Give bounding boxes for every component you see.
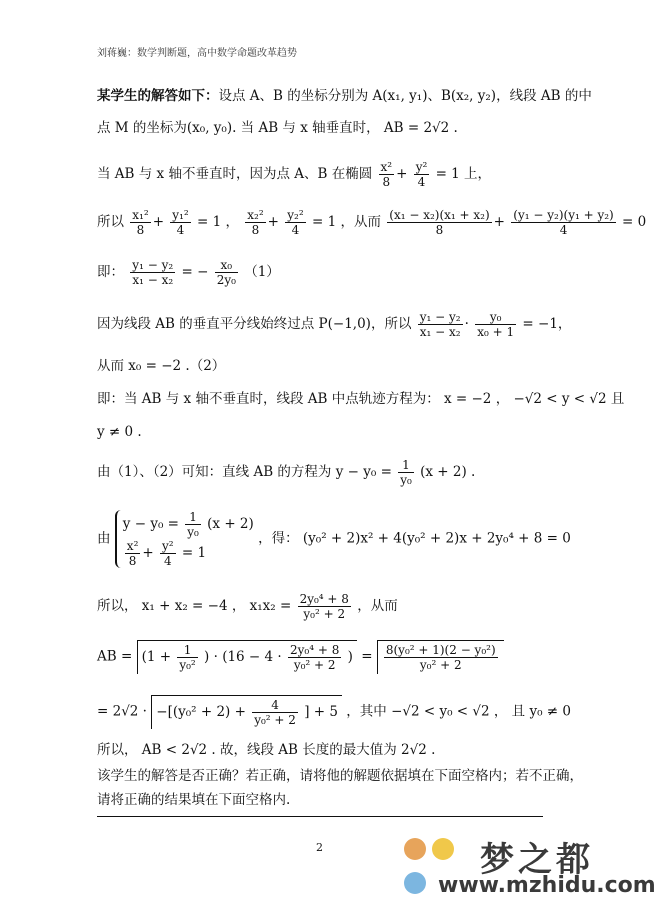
text-run: 因为线段 AB 的垂直平分线始终过点 P(−1,0)，所以 (97, 316, 412, 332)
solution-line-15: 所以， AB < 2√2 . 故，线段 AB 长度的最大值为 2√2 . (97, 742, 436, 758)
fraction: $\frac{\text{y₀}}{\text{x₀ + 1}}$ (477, 310, 515, 339)
question-line-2: 请将正确的结果填在下面空格内. (97, 792, 291, 808)
answer-divider (97, 816, 543, 817)
solution-intro: 某学生的解答如下： (97, 88, 219, 104)
watermark-url: www.mzhidu.com (438, 873, 656, 898)
text-run: 由（1）、（2）可知：直线 AB 的方程为 y − y₀ = (97, 464, 392, 480)
solution-line-5 (97, 258, 280, 287)
text-run: 当 AB 与 x 轴不垂直时，因为点 A、B 在椭圆 (97, 166, 373, 182)
fraction: $\frac{4}{\text{y₀² + 2}}$ (254, 698, 296, 727)
fraction: $\frac{\text{2y₀⁴ + 8}}{\text{y₀² + 2}}$ (299, 592, 349, 621)
text-run: ，从而 (357, 598, 398, 614)
solution-line-14 (97, 695, 571, 729)
text-run: AB = (97, 648, 133, 665)
text-run: = (361, 648, 373, 665)
fraction: $\frac{1}{\text{y₀²}}$ (179, 643, 196, 672)
fraction: $\frac{\text{(x₁ − x₂)(x₁ + x₂)}}{8}$ (389, 208, 490, 237)
logo-face-orange-icon (404, 838, 426, 860)
text-run: 所以 (97, 214, 124, 230)
text-run: （1） (244, 264, 280, 280)
text-run: 设点 A、B 的坐标分别为 A(x₁, y₁)、B(x₂, y₂)，线段 AB 的中 (218, 88, 592, 104)
fraction: $\frac{\text{x²}}{8}$ (380, 160, 393, 189)
text-run: = −1， (522, 316, 572, 332)
fraction: $\frac{\text{y₂²}}{4}$ (287, 208, 304, 237)
solution-line-2: 点 M 的坐标为(x₀, y₀). 当 AB 与 x 轴垂直时， AB = 2√2 . (97, 120, 458, 136)
fraction: $\frac{\text{x₂²}}{8}$ (247, 208, 264, 237)
solution-line-7: 从而 x₀ = −2 .（2） (97, 358, 226, 374)
text-run: (x + 2) . (420, 464, 476, 480)
logo-face-blue-icon (404, 872, 426, 894)
fraction: $\frac{\text{8(y₀² + 1)(2 − y₀²)}}{\text{y₀² + 2}}$ (385, 643, 496, 672)
fraction: $\frac{\text{2y₀⁴ + 8}}{\text{y₀² + 2}}$ (290, 643, 340, 672)
solution-line-4: 所以 $\frac{\text{x₁²}}{8}$ + $\frac{\text{y₁²}}{4}$ = 1 ， $\frac{\text{x₂²}}{8}$ + $\frac{\text{y₂²}}{4}$ = 1 ，从而 $\frac{\text{(x₁ − x₂)(x₁ + x₂)}}{8}$ + $\frac{\text{(y₁ − y₂)(y₁ + y₂)}}{4}$ = 0 (97, 208, 647, 237)
solution-line-12 (97, 592, 398, 621)
text-run: 即： (97, 264, 124, 280)
fraction: $\frac{\text{(y₁ − y₂)(y₁ + y₂)}}{4}$ (513, 208, 614, 237)
solution-line-10 (97, 458, 475, 487)
fraction: $\frac{\text{y₁ − y₂}}{\text{x₁ − x₂}}$ (132, 258, 174, 287)
text-run: = 1 ， (197, 214, 239, 230)
fraction: $\frac{\text{x₀}}{\text{2y₀}}$ (216, 258, 236, 287)
fraction: $\frac{1}{\text{y₀}}$ (400, 458, 412, 487)
page-number: 2 (316, 841, 323, 854)
text-run: = 1 (181, 545, 207, 561)
solution-line-6: 因为线段 AB 的垂直平分线始终过点 P(−1,0)，所以 $\frac{\text{y₁ − y₂}}{\text{x₁ − x₂}}$ · $\frac{\text{y₀}}{\text{x₀ + 1}}$ = −1， (97, 310, 572, 339)
fraction: $\frac{1}{\text{y₀}}$ (187, 510, 199, 539)
text-run: = 2√2 · (97, 703, 147, 720)
solution-line-1 (97, 86, 592, 106)
watermark-logo-text: 梦之都 (480, 840, 594, 880)
fraction: $\frac{\text{y²}}{4}$ (161, 539, 174, 568)
sqrt-expression (377, 640, 504, 674)
logo-face-yellow-icon (432, 838, 454, 860)
fraction: $\frac{\text{y²}}{4}$ (415, 160, 428, 189)
page-header: 刘蒋巍：数学判断题，高中数学命题改革趋势 (97, 48, 297, 59)
fraction: $\frac{\text{y₁ − y₂}}{\text{x₁ − x₂}}$ (419, 310, 461, 339)
sqrt-expression: −[(y₀² + 2) + $\frac{4}{\text{y₀² + 2}}$ ] + 5 (151, 695, 342, 729)
text-run: = 0 (622, 214, 647, 230)
fraction: $\frac{\text{x²}}{8}$ (126, 539, 139, 568)
text-run: 由 (97, 530, 111, 547)
text-run: = − (181, 264, 209, 280)
text-run: ，其中 −√2 < y₀ < √2 ， 且 y₀ ≠ 0 (346, 703, 571, 720)
sqrt-expression: (1 + $\frac{1}{\text{y₀²}}$ ) · (16 − 4 · $\frac{\text{2y₀⁴ + 8}}{\text{y₀² + 2}}$ ) (137, 640, 357, 674)
text-run: = 1 上， (435, 166, 492, 182)
fraction: $\frac{\text{y₁²}}{4}$ (172, 208, 189, 237)
text-run: 所以， x₁ + x₂ = −4 ， x₁x₂ = (97, 598, 292, 614)
text-run: y − y₀ = (122, 516, 179, 532)
solution-line-3: 当 AB 与 x 轴不垂直时，因为点 A、B 在椭圆 $\frac{\text{x²}}{8}$ + $\frac{\text{y²}}{4}$ = 1 上， (97, 160, 492, 189)
fraction: $\frac{\text{x₁²}}{8}$ (132, 208, 149, 237)
question-line-1: 该学生的解答是否正确？若正确，请将他的解题依据填在下面空格内；若不正确， (97, 768, 583, 784)
text-run: (x + 2) (207, 516, 254, 532)
solution-line-9: y ≠ 0 . (97, 424, 142, 440)
solution-line-11 (97, 510, 571, 568)
solution-line-13 (97, 640, 504, 674)
equation-system: y − y₀ = $\frac{1}{\text{y₀}}$ (x + 2) $\frac{\text{x²}}{8}$ + $\frac{\text{y²}}{4}$ = 1 (115, 510, 254, 568)
text-run: ，得： (y₀² + 2)x² + 4(y₀² + 2)x + 2y₀⁴ + 8 = 0 (258, 530, 571, 547)
text-run: = 1 ，从而 (311, 214, 381, 230)
solution-line-8: 即：当 AB 与 x 轴不垂直时，线段 AB 中点轨迹方程为： x = −2 ， −√2 < y < √2 且 (97, 391, 625, 407)
